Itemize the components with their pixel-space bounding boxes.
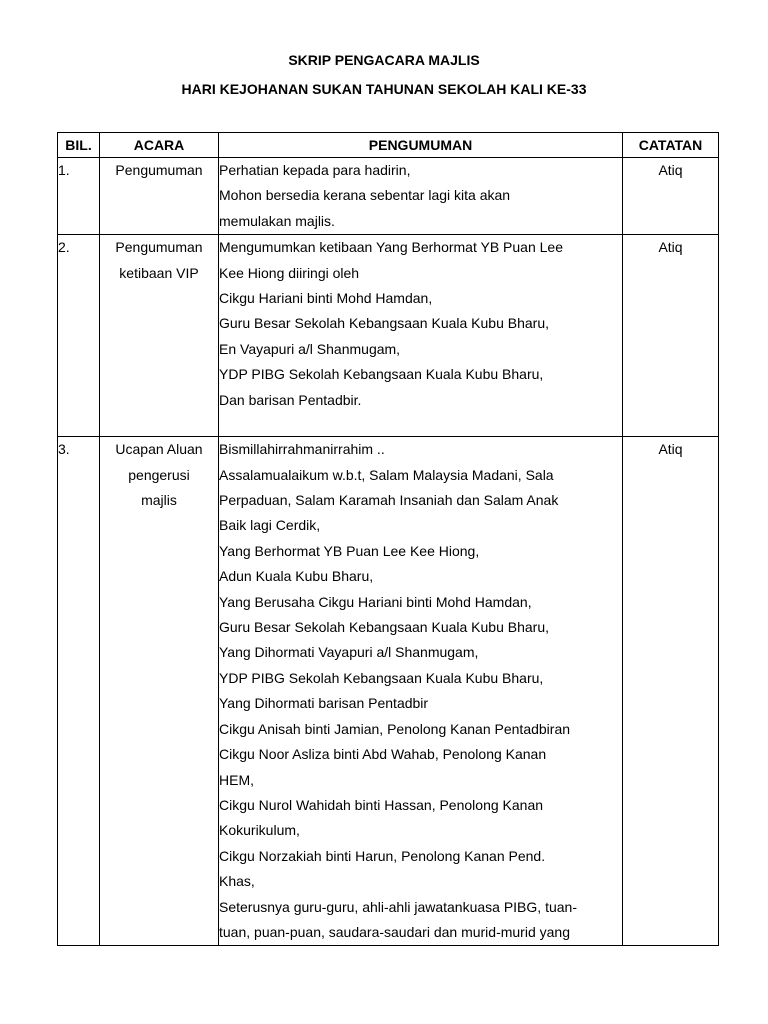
announcement-line: Perpaduan, Salam Karamah Insaniah dan Salam Anak [219, 492, 559, 509]
announcement-line: Seterusnya guru-guru, ahli-ahli jawatankuasa PIBG, tuan- [219, 898, 577, 915]
table-row [58, 437, 719, 946]
acara-line: Pengumuman [115, 239, 203, 256]
announcement-line: Dan barisan Pentadbir. [219, 391, 362, 408]
announcement-line: Yang Berhormat YB Puan Lee Kee Hiong, [219, 542, 480, 559]
cell-bil: 3. [58, 437, 100, 946]
acara-line: ketibaan VIP [119, 264, 199, 281]
acara-line: pengerusi [128, 466, 190, 483]
announcement-line: Cikgu Noor Asliza binti Abd Wahab, Penolong Kanan [219, 746, 547, 763]
announcement-line: Mengumumkan ketibaan Yang Berhormat YB Puan Lee [219, 239, 563, 256]
header-bil: BIL. [58, 133, 100, 158]
cell-acara [100, 235, 219, 437]
cell-acara [100, 158, 219, 235]
announcement-line: Guru Besar Sekolah Kebangsaan Kuala Kubu Bharu, [219, 619, 550, 636]
document-subtitle: HARI KEJOHANAN SUKAN TAHUNAN SEKOLAH KALI KE-33 [181, 81, 587, 97]
announcement-line: Cikgu Anisah binti Jamian, Penolong Kanan Pentadbiran [219, 720, 571, 737]
announcement-line: Yang Dihormati Vayapuri a/l Shanmugam, [219, 644, 479, 661]
announcement-line: Assalamualaikum w.b.t, Salam Malaysia Madani, Sala [219, 466, 554, 483]
announcement-line: Perhatian kepada para hadirin, [219, 162, 411, 178]
announcement-line: Mohon bersedia kerana sebentar lagi kita akan [219, 187, 511, 204]
announcement-line: Kokurikulum, [219, 822, 300, 839]
announcement-line: HEM, [219, 771, 254, 788]
cell-catatan: Atiq [623, 158, 719, 235]
announcement-line: En Vayapuri a/l Shanmugam, [219, 340, 401, 357]
cell-catatan: Atiq [623, 437, 719, 946]
cell-bil: 2. [58, 235, 100, 437]
cell-catatan: Atiq [623, 235, 719, 437]
table-row [58, 235, 719, 437]
announcement-line: Yang Dihormati barisan Pentadbir [219, 695, 429, 712]
cell-pengumuman [219, 235, 623, 437]
cell-acara [100, 437, 219, 946]
announcement-line: memulakan majlis. [219, 212, 335, 229]
announcement-line: tuan, puan-puan, saudara-saudari dan murid-murid yang [219, 923, 570, 940]
document-title: SKRIP PENGACARA MAJLIS [288, 52, 480, 68]
announcement-line: YDP PIBG Sekolah Kebangsaan Kuala Kubu Bharu, [219, 669, 544, 686]
cell-pengumuman [219, 437, 623, 946]
announcement-line: Adun Kuala Kubu Bharu, [219, 568, 374, 585]
announcement-line: Cikgu Norzakiah binti Harun, Penolong Kanan Pend. [219, 847, 546, 864]
script-table [57, 132, 719, 946]
acara-line: Ucapan Aluan [115, 441, 203, 458]
table-header-row [58, 133, 719, 158]
announcement-line: Baik lagi Cerdik, [219, 517, 321, 534]
announcement-line: Khas, [219, 873, 255, 890]
cell-bil: 1. [58, 158, 100, 235]
announcement-line: Yang Berusaha Cikgu Hariani binti Mohd Hamdan, [219, 593, 532, 610]
acara-line: Pengumuman [115, 162, 203, 178]
header-catatan: CATATAN [623, 133, 719, 158]
announcement-line: Kee Hiong diiringi oleh [219, 264, 360, 281]
cell-pengumuman [219, 158, 623, 235]
header-acara: ACARA [100, 133, 219, 158]
header-pengumuman: PENGUMUMAN [219, 133, 623, 158]
announcement-line: Guru Besar Sekolah Kebangsaan Kuala Kubu Bharu, [219, 315, 550, 332]
announcement-line: Bismillahirrahmanirrahim .. [219, 441, 385, 458]
announcement-line: Cikgu Nurol Wahidah binti Hassan, Penolong Kanan [219, 796, 544, 813]
acara-line: majlis [141, 492, 177, 509]
table-row [58, 158, 719, 235]
announcement-line: YDP PIBG Sekolah Kebangsaan Kuala Kubu Bharu, [219, 366, 544, 383]
announcement-line: Cikgu Hariani binti Mohd Hamdan, [219, 290, 433, 307]
